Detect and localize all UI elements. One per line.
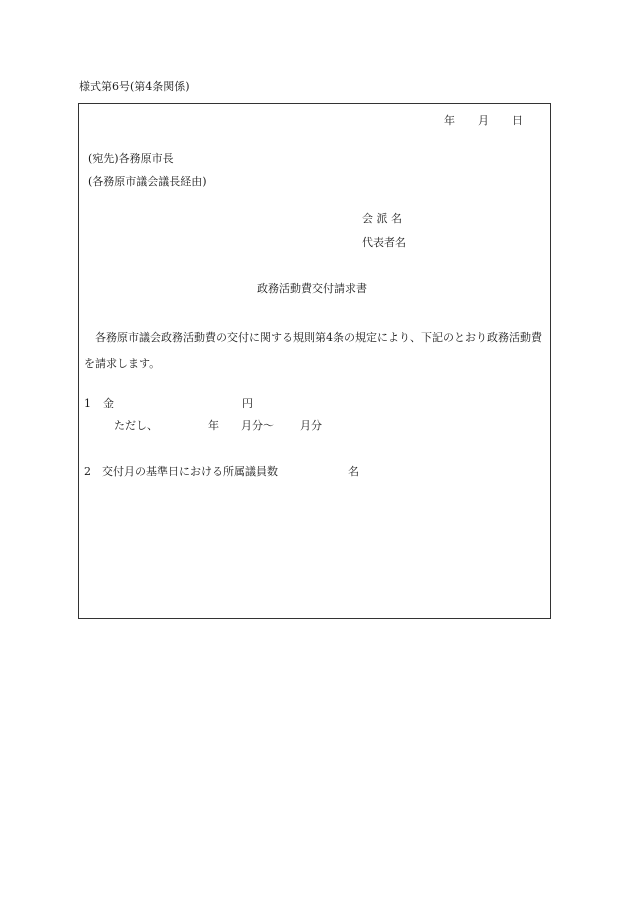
item-1-number: 1 xyxy=(84,397,91,410)
item-1-unit: 円 xyxy=(242,397,253,410)
item-1-note-year: 年 xyxy=(208,419,219,432)
body-paragraph: 各務原市議会政務活動費の交付に関する規則第4条の規定により、下記のとおり政務活動費を請求します。 xyxy=(84,331,542,370)
date-month-label: 月 xyxy=(478,114,489,127)
via-line: (各務原市議会議長経由) xyxy=(88,175,207,188)
item-1-note-month-to: 月分 xyxy=(300,419,322,432)
item-1-label: 金 xyxy=(103,397,114,410)
date-year-label: 年 xyxy=(444,114,455,127)
item-1-note-month-from: 月分〜 xyxy=(241,419,274,432)
date-day-label: 日 xyxy=(512,114,523,127)
item-1-note-prefix: ただし、 xyxy=(114,419,158,432)
form-number-label: 様式第6号(第4条関係) xyxy=(79,80,190,93)
item-2-label: 交付月の基準日における所属議員数 xyxy=(102,465,278,478)
item-2-number: 2 xyxy=(84,465,91,478)
representative-label: 代表者名 xyxy=(362,236,406,249)
party-name-label: 会 派 名 xyxy=(362,212,402,225)
addressee: (宛先)各務原市長 xyxy=(88,152,174,165)
document-title: 政務活動費交付請求書 xyxy=(257,282,367,295)
item-2-unit: 名 xyxy=(348,465,359,478)
